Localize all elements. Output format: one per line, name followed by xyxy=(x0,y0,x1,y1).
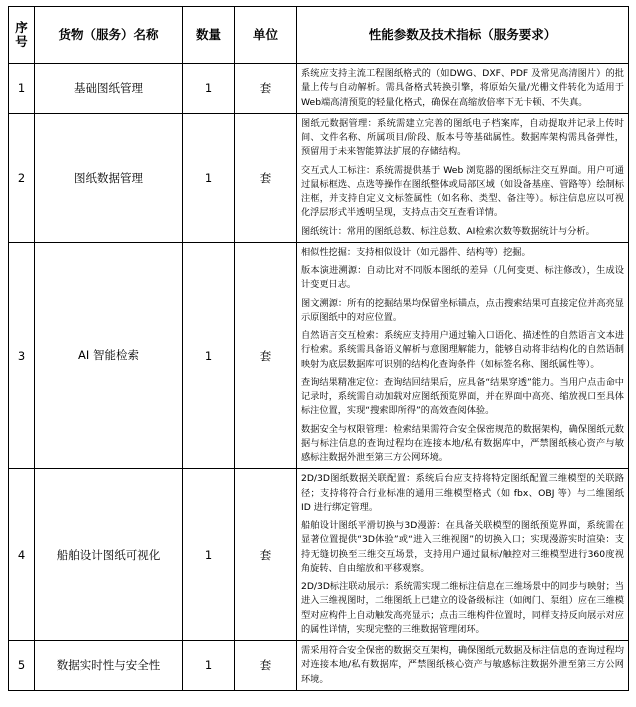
cell-qty: 1 xyxy=(183,64,235,114)
cell-unit: 套 xyxy=(235,113,297,242)
cell-unit: 套 xyxy=(235,469,297,641)
cell-name: 船舶设计图纸可视化 xyxy=(35,469,183,641)
column-header-spec: 性能参数及技术指标（服务要求） xyxy=(297,7,629,64)
cell-unit: 套 xyxy=(235,64,297,114)
table-row xyxy=(9,113,629,242)
cell-spec xyxy=(297,64,629,114)
spec-paragraph: 2D/3D标注联动展示：系统需实现二维标注信息在三维场景中的同步与映射；当进入三维视图时，二维图纸上已建立的设备级标注（如阀门、泵组）应在三维模型对应构件上自动触发高亮显示；点击三维构件位置时，同样支持反向展示对应的属性详情，实现完整的三维数据管理闭环。 xyxy=(301,581,624,635)
spec-paragraph: 系统应支持主流工程图纸格式的（如DWG、DXF、PDF 及常见高清图片）的批量上传与自动解析。需具备格式转换引擎，将原始矢量/光栅文件转化为适用于Web端高清预览的轻量化格式，确保在高缩放倍率下无卡顿、不失真。 xyxy=(301,68,624,108)
cell-name: AI 智能检索 xyxy=(35,242,183,469)
column-header-unit: 单位 xyxy=(235,7,297,64)
cell-spec xyxy=(297,113,629,242)
table-header-row xyxy=(9,7,629,64)
column-header-no xyxy=(9,7,35,64)
spec-paragraph: 自然语言交互检索：系统应支持用户通过输入口语化、描述性的自然语言文本进行检索。系统需具备语义解析与意图理解能力，能够自动将非结构化的自然语制映射为底层数据库可识别的结构化查询条件（如标签名称、图纸属性等）。 xyxy=(301,330,624,370)
table-row xyxy=(9,64,629,114)
spec-paragraph: 图纸统计：常用的图纸总数、标注总数、AI检索次数等数据统计与分析。 xyxy=(301,225,595,237)
spec-paragraph: 图文溯源：所有的挖掘结果均保留坐标锚点，点击搜索结果可直接定位并高亮显示原图纸中的对应位置。 xyxy=(301,297,624,323)
table-row xyxy=(9,641,629,691)
table-header xyxy=(9,7,629,64)
requirements-table xyxy=(8,6,629,691)
spec-paragraph: 需采用符合安全保密的数据交互架构，确保图纸元数据及标注信息的查询过程均对连接本地/私有数据库，严禁图纸核心资产与敏感标注数据外泄至第三方公网环境。 xyxy=(301,645,624,685)
column-header-no-line2: 号 xyxy=(15,34,28,49)
cell-no: 2 xyxy=(9,113,35,242)
table-body xyxy=(9,64,629,691)
cell-unit: 套 xyxy=(235,641,297,691)
spec-paragraph: 查询结果精准定位：查询结回结果后，应具备“结果穿透”能力。当用户点击命中记录时，系统需自动加载对应图纸预览界面，并在界面中高亮、缩放视口至具体标注位置，实现“搜索即所得”的高效查阅体验。 xyxy=(301,376,624,417)
table-row xyxy=(9,469,629,641)
cell-spec xyxy=(297,242,629,469)
table-row xyxy=(9,242,629,469)
spec-paragraph: 版本演进溯源：自动比对不同版本图纸的差异（几何变更、标注修改），生成设计变更日志。 xyxy=(301,265,624,291)
spec-paragraph: 船舶设计图纸平滑切换与3D漫游：在具备关联模型的图纸预览界面，系统需在显著位置提供“3D体验”或“进入三维视图”的切换入口；实现漫游实时渲染：支持无缝切换至三维交互场景，支持用户通过鼠标/触控对三维模型进行360度视角旋转、自由缩放和平移观察。 xyxy=(301,520,624,574)
cell-no: 1 xyxy=(9,64,35,114)
cell-qty: 1 xyxy=(183,469,235,641)
spec-paragraph: 交互式人工标注：系统需提供基于 Web 浏览器的图纸标注交互界面。用户可通过鼠标框选、点选等操作在图纸整体或局部区域（如设备基座、管路等）绘制标注框，并支持自定义文标签属性（如名称、类型、备注等）。标注信息应以可视化浮层形式半透明呈现，支持点击交互查看详情。 xyxy=(301,164,624,219)
cell-no: 4 xyxy=(9,469,35,641)
cell-name: 基础图纸管理 xyxy=(35,64,183,114)
cell-name: 图纸数据管理 xyxy=(35,113,183,242)
column-header-no-line1: 序 xyxy=(15,19,28,35)
spec-paragraph: 数据安全与权限管理：检索结果需符合安全保密规范的数据架构，确保图纸元数据与标注信息的查询过程均在连接本地/私有数据库中，严禁图纸核心资产与敏感标注数据外泄至第三方公网环境。 xyxy=(301,423,624,463)
cell-unit: 套 xyxy=(235,242,297,469)
cell-name: 数据实时性与安全性 xyxy=(35,641,183,691)
spec-paragraph: 相似性挖掘：支持相似设计（如元器件、结构等）挖掘。 xyxy=(301,246,531,258)
cell-qty: 1 xyxy=(183,641,235,691)
column-header-name: 货物（服务）名称 xyxy=(35,7,183,64)
cell-spec xyxy=(297,469,629,641)
cell-spec xyxy=(297,641,629,691)
spec-paragraph: 图纸元数据管理：系统需建立完善的图纸电子档案库，自动提取并记录上传时间、文件名称、所属项目/阶段、版本号等基础属性。数据库架构需具备弹性，预留用于未来智能算法扩展的存储结构。 xyxy=(301,117,624,158)
cell-qty: 1 xyxy=(183,113,235,242)
cell-no: 3 xyxy=(9,242,35,469)
cell-no: 5 xyxy=(9,641,35,691)
column-header-qty: 数量 xyxy=(183,7,235,64)
spec-paragraph: 2D/3D图纸数据关联配置：系统后台应支持将特定图纸配置三维模型的关联路径；支持将符合行业标准的通用三维模型格式（如 fbx、OBJ 等）与二维图纸 ID 进行绑定管理。 xyxy=(301,473,624,513)
cell-qty: 1 xyxy=(183,242,235,469)
